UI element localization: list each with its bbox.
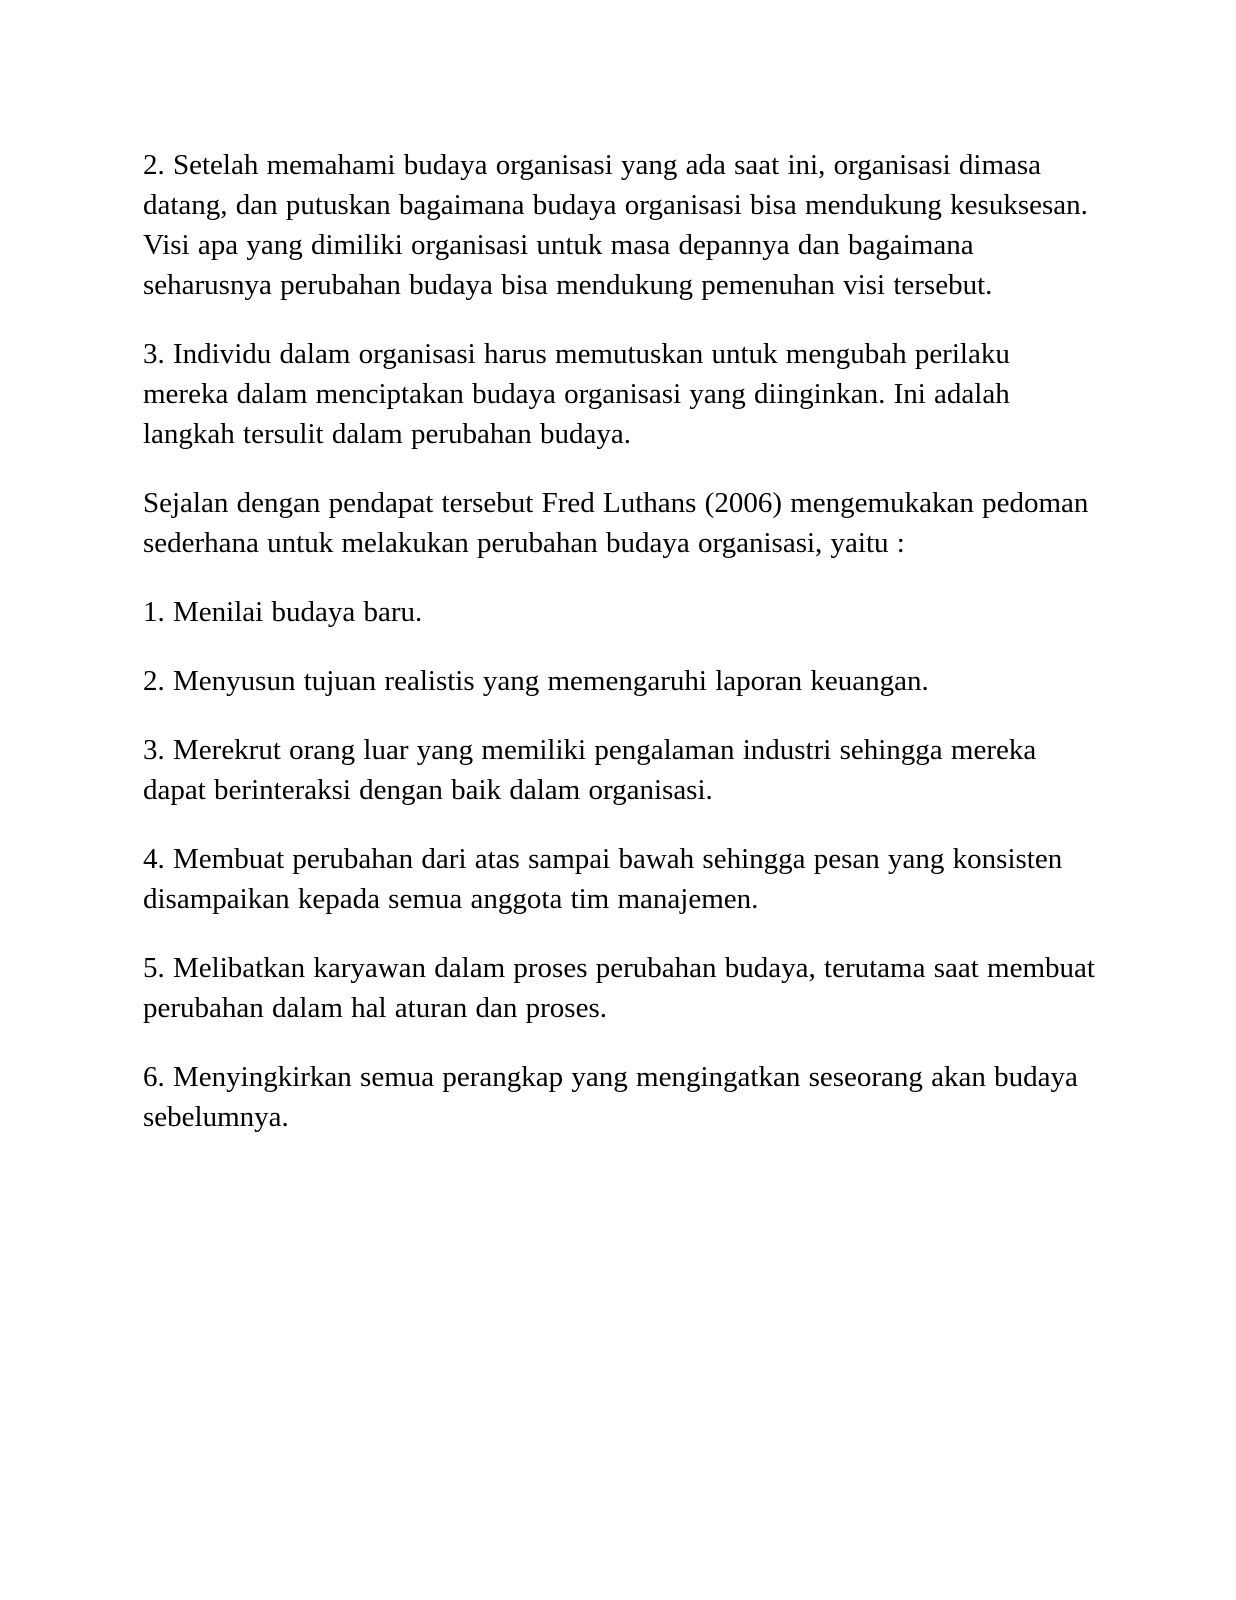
list-item-2: 2. Menyusun tujuan realistis yang memengaruhi laporan keuangan.: [143, 665, 929, 697]
paragraph-intro-luthans: Sejalan dengan pendapat tersebut Fred Luthans (2006) mengemukakan pedoman sederhana untuk melakukan perubahan budaya organisasi, yaitu :: [143, 487, 1089, 559]
list-item-4: 4. Membuat perubahan dari atas sampai bawah sehingga pesan yang konsisten disampaikan kepada semua anggota tim manajemen.: [143, 843, 1063, 915]
paragraph-numbered-3: 3. Individu dalam organisasi harus memutuskan untuk mengubah perilaku mereka dalam menciptakan budaya organisasi yang diinginkan. Ini adalah langkah tersulit dalam perubahan budaya.: [143, 338, 1010, 450]
list-item-6: 6. Menyingkirkan semua perangkap yang mengingatkan seseorang akan budaya sebelumnya.: [143, 1061, 1078, 1133]
list-item-3: 3. Merekrut orang luar yang memiliki pengalaman industri sehingga mereka dapat berinteraksi dengan baik dalam organisasi.: [143, 734, 1037, 806]
list-item-5: 5. Melibatkan karyawan dalam proses perubahan budaya, terutama saat membuat perubahan dalam hal aturan dan proses.: [143, 952, 1095, 1024]
paragraph-numbered-2: 2. Setelah memahami budaya organisasi yang ada saat ini, organisasi dimasa datang, dan putuskan bagaimana budaya organisasi bisa mendukung kesuksesan. Visi apa yang dimiliki organisasi untuk masa depannya dan bagaimana seharusnya perubahan budaya bisa mendukung pemenuhan visi tersebut.: [143, 149, 1088, 301]
list-item-1: 1. Menilai budaya baru.: [143, 596, 423, 628]
